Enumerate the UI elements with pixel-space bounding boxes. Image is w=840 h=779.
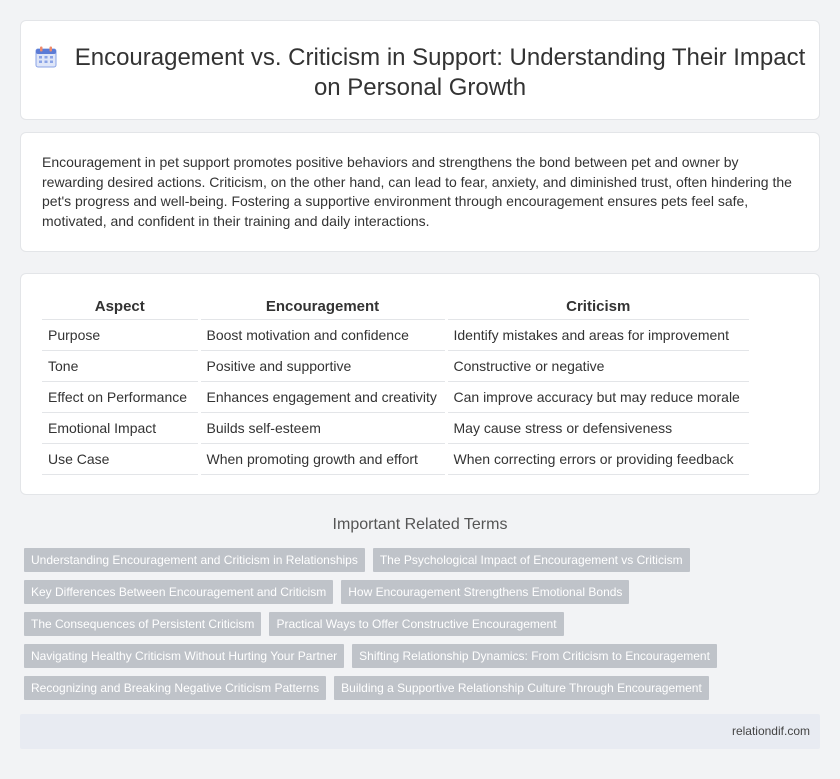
table-cell: When correcting errors or providing feedback	[446, 443, 749, 474]
table-cell: Constructive or negative	[446, 350, 749, 381]
column-header-encouragement: Encouragement	[199, 295, 446, 319]
related-terms-heading: Important Related Terms	[332, 516, 508, 533]
related-term-link[interactable]: Navigating Healthy Criticism Without Hurting Your Partner	[24, 644, 344, 668]
table-row	[42, 381, 749, 412]
column-header-criticism: Criticism	[446, 295, 749, 319]
related-terms-list	[24, 548, 824, 708]
comparison-table-card	[20, 273, 820, 495]
site-name[interactable]: relationdif.com	[731, 724, 810, 738]
footer	[20, 714, 820, 749]
tag-row	[24, 676, 824, 700]
table-cell: Enhances engagement and creativity	[199, 381, 446, 412]
table-cell: Use Case	[42, 443, 199, 474]
related-term-link[interactable]: The Consequences of Persistent Criticism	[24, 612, 261, 636]
related-term-link[interactable]: Key Differences Between Encouragement and Criticism	[24, 580, 333, 604]
table-cell: May cause stress or defensiveness	[446, 412, 749, 443]
intro-card	[20, 132, 820, 252]
table-row	[42, 319, 749, 350]
table-cell: Can improve accuracy but may reduce morale	[446, 381, 749, 412]
related-term-link[interactable]: Building a Supportive Relationship Culture Through Encouragement	[334, 676, 709, 700]
table-cell: Builds self-esteem	[199, 412, 446, 443]
related-term-link[interactable]: Shifting Relationship Dynamics: From Criticism to Encouragement	[352, 644, 717, 668]
related-term-link[interactable]: Understanding Encouragement and Criticism in Relationships	[24, 548, 365, 572]
tag-row	[24, 580, 824, 604]
table-header-row	[42, 295, 749, 319]
comparison-table	[42, 295, 749, 475]
related-term-link[interactable]: The Psychological Impact of Encouragement vs Criticism	[373, 548, 690, 572]
table-cell: Positive and supportive	[199, 350, 446, 381]
column-header-aspect: Aspect	[42, 295, 199, 319]
table-row	[42, 412, 749, 443]
calendar-icon	[35, 46, 57, 68]
header-card	[20, 20, 820, 120]
table-cell: Identify mistakes and areas for improvement	[446, 319, 749, 350]
table-row	[42, 443, 749, 474]
related-term-link[interactable]: Practical Ways to Offer Constructive Encouragement	[269, 612, 563, 636]
page-title: Encouragement vs. Criticism in Support: Understanding Their Impact on Personal Growth	[74, 44, 806, 101]
related-term-link[interactable]: How Encouragement Strengthens Emotional Bonds	[341, 580, 629, 604]
table-cell: Boost motivation and confidence	[199, 319, 446, 350]
table-cell: Tone	[42, 350, 199, 381]
related-term-link[interactable]: Recognizing and Breaking Negative Criticism Patterns	[24, 676, 326, 700]
intro-text: Encouragement in pet support promotes positive behaviors and strengthens the bond between pet and owner by rewarding desired actions. Criticism, on the other hand, can lead to fear, anxiety, and diminished trust, often hindering the pet's progress and well-being. Fostering a supportive environment through encouragement ensures pets feel safe, motivated, and confident in their training and daily interactions.	[42, 154, 792, 229]
table-row	[42, 350, 749, 381]
tag-row	[24, 612, 824, 636]
table-cell: When promoting growth and effort	[199, 443, 446, 474]
table-cell: Purpose	[42, 319, 199, 350]
table-cell: Effect on Performance	[42, 381, 199, 412]
table-cell: Emotional Impact	[42, 412, 199, 443]
tag-row	[24, 548, 824, 572]
tag-row	[24, 644, 824, 668]
